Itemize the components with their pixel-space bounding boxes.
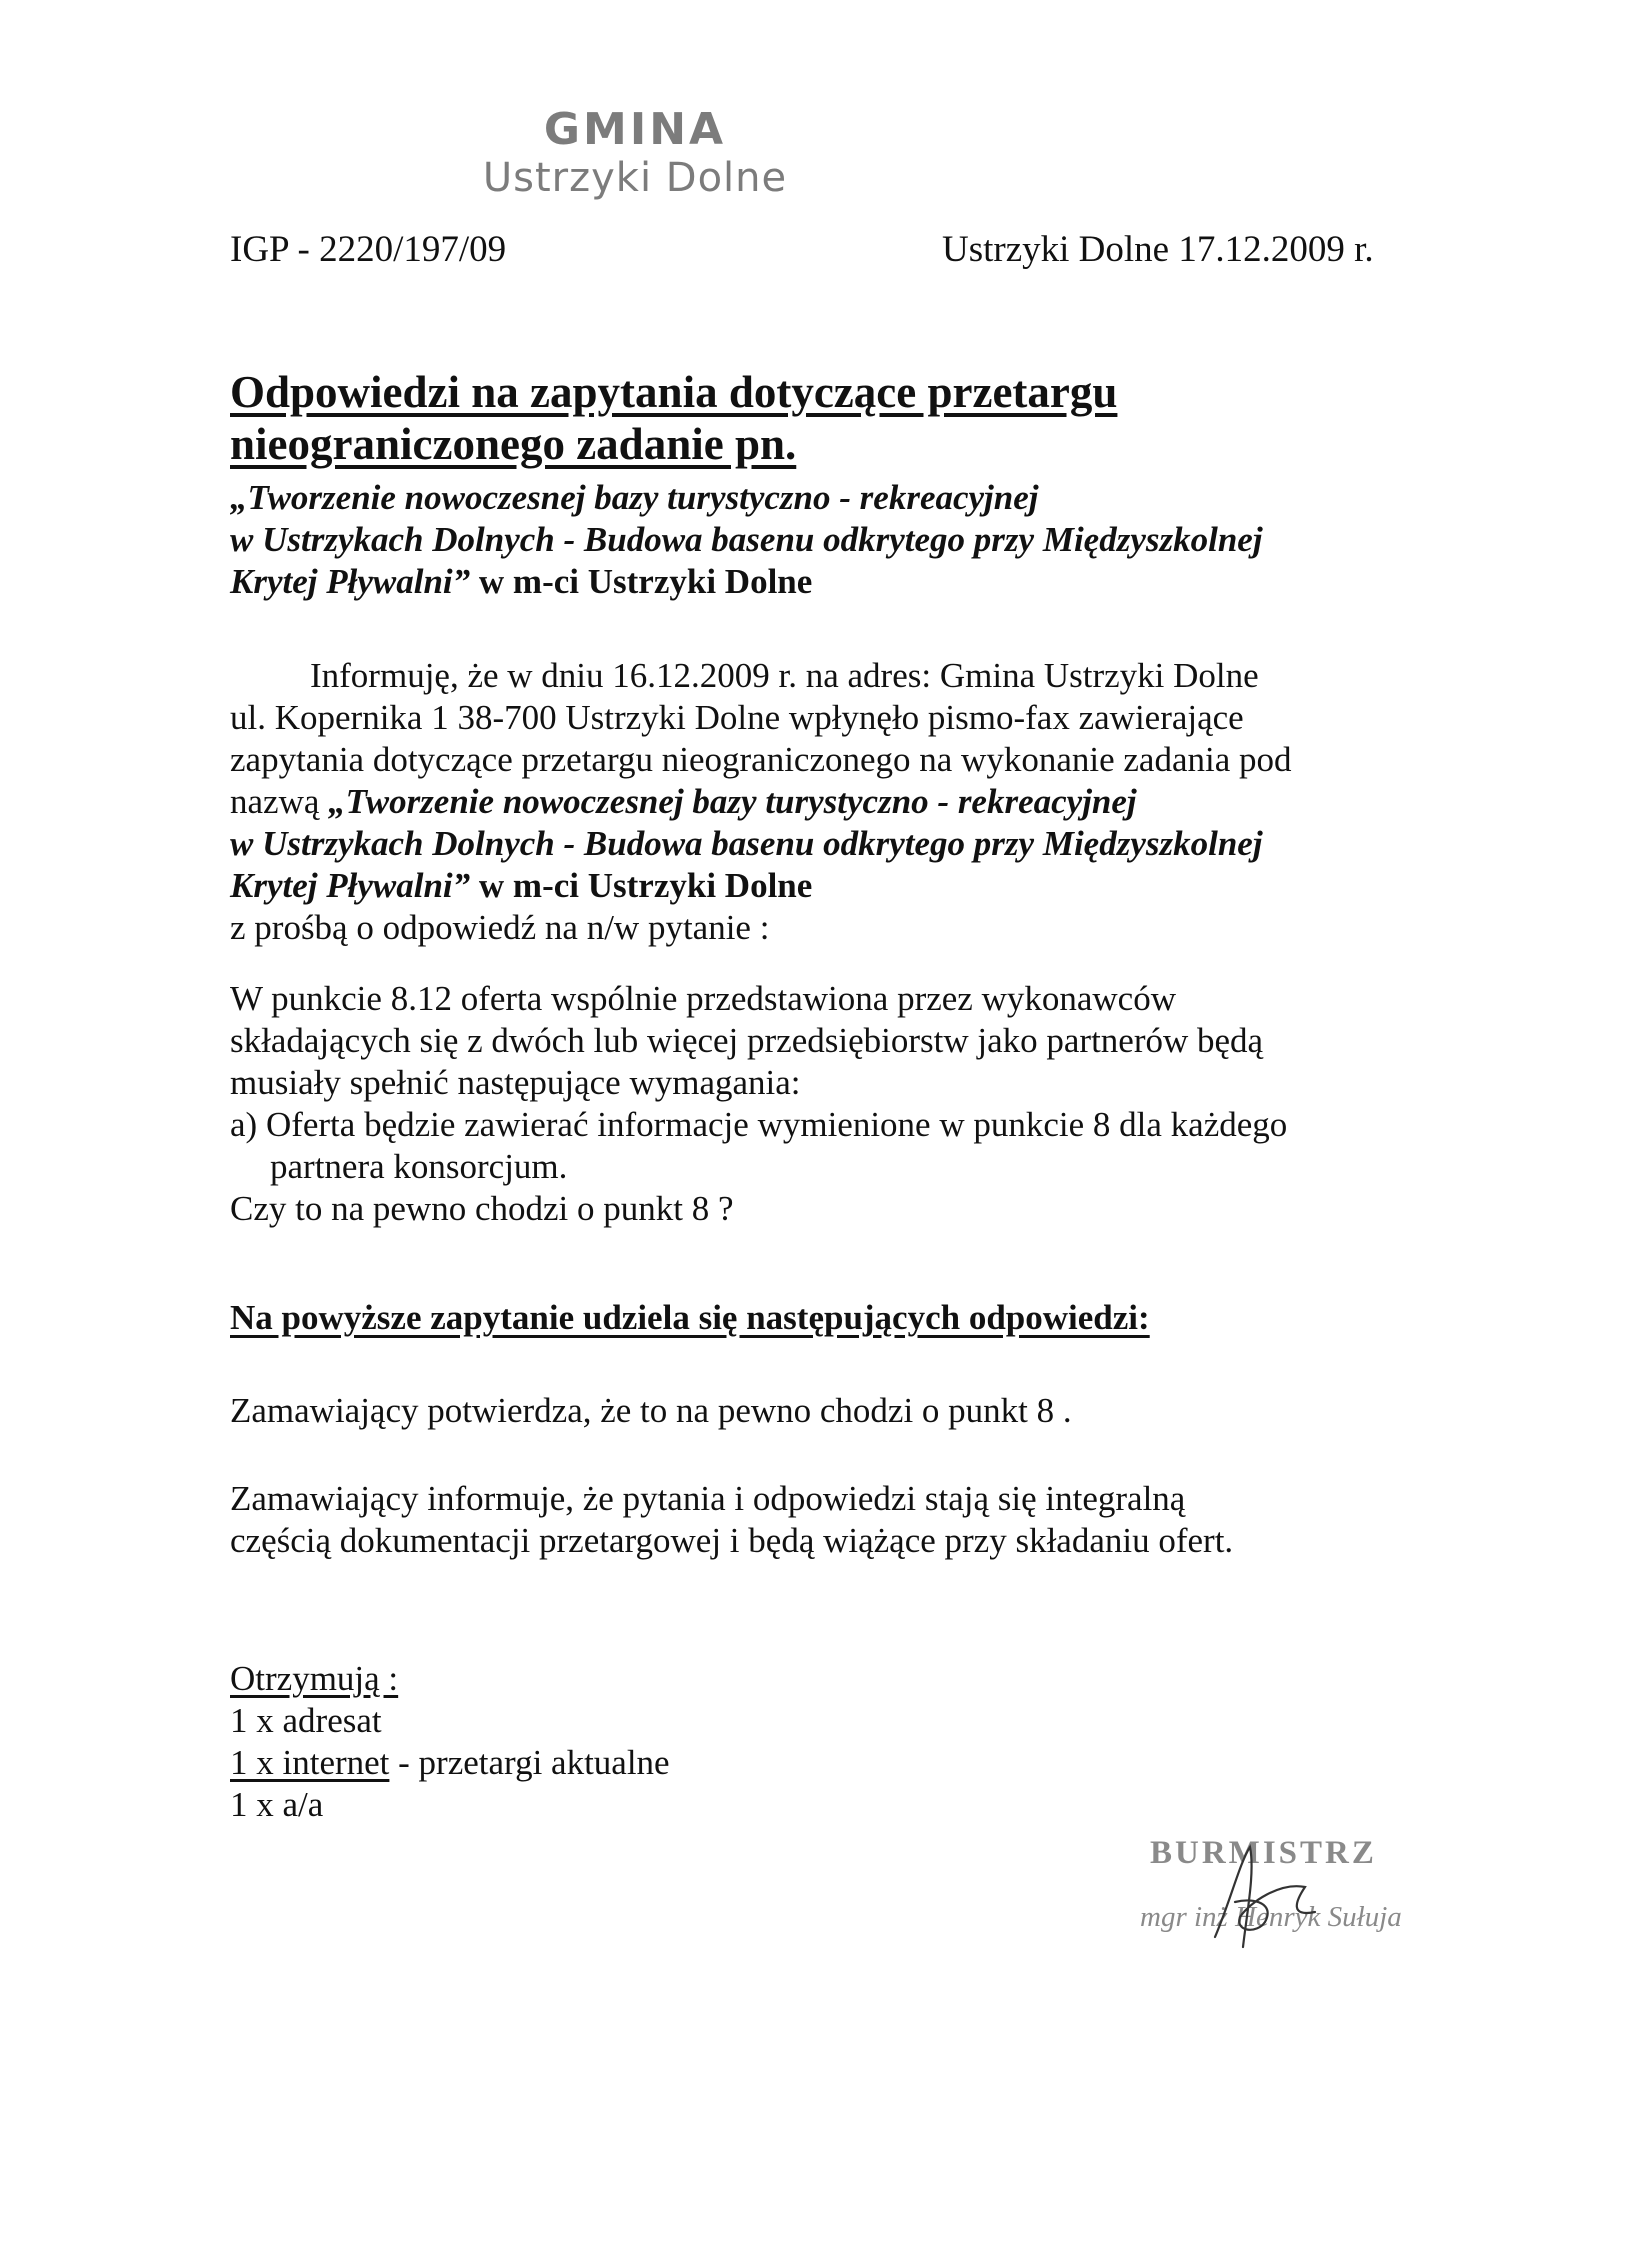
title-line-1: Odpowiedzi na zapytania dotyczące przetargu bbox=[230, 367, 1118, 417]
subject-line-3-rest: w m-ci Ustrzyki Dolne bbox=[470, 562, 813, 601]
info-line-4-plain: nazwą bbox=[230, 782, 329, 821]
answer-heading bbox=[230, 1297, 1500, 1339]
title-line-2: nieograniczonego zadanie pn. bbox=[230, 419, 797, 469]
question-line-5: partnera konsorcjum. bbox=[270, 1147, 568, 1186]
info-line-3: zapytania dotyczące przetargu nieograniczonego na wykonanie zadania pod bbox=[230, 740, 1292, 779]
answer-paragraph-2 bbox=[230, 1478, 1500, 1562]
recipient-item-2-underlined: 1 x internet bbox=[230, 1743, 390, 1782]
recipient-item-3: 1 x a/a bbox=[230, 1785, 324, 1824]
gmina-stamp bbox=[455, 105, 815, 201]
tender-subject bbox=[230, 477, 1480, 603]
answer2-line-2: częścią dokumentacji przetargowej i będą wiążące przy składaniu ofert. bbox=[230, 1521, 1234, 1560]
subject-line-2: w Ustrzykach Dolnych - Budowa basenu odkrytego przy Międzyszkolnej bbox=[230, 520, 1263, 559]
reference-number: IGP - 2220/197/09 bbox=[230, 229, 507, 270]
recipients-list bbox=[230, 1658, 1500, 1826]
mayor-name: mgr inż Henryk Sułuja bbox=[1140, 1901, 1402, 1933]
recipient-item-2 bbox=[230, 1742, 1500, 1784]
question-line-2: składających się z dwóch lub więcej przedsiębiorstw jako partnerów będą bbox=[230, 1021, 1264, 1060]
subject-line-3-italic: Krytej Pływalni” bbox=[230, 562, 471, 601]
question-line-4: a) Oferta będzie zawierać informacje wymienione w punkcie 8 dla każdego bbox=[230, 1105, 1288, 1144]
recipient-item-2-rest: - przetargi aktualne bbox=[389, 1743, 670, 1782]
subject-line-3 bbox=[230, 561, 1480, 603]
mayor-title: BURMISTRZ bbox=[1150, 1835, 1377, 1871]
question-line-6: Czy to na pewno chodzi o punkt 8 ? bbox=[230, 1189, 734, 1228]
info-paragraph bbox=[230, 655, 1500, 949]
info-line-7: z prośbą o odpowiedź na n/w pytanie : bbox=[230, 908, 770, 947]
info-line-6-italic: Krytej Pływalni” bbox=[230, 866, 471, 905]
info-line-6-rest: w m-ci Ustrzyki Dolne bbox=[470, 866, 813, 905]
question-paragraph bbox=[230, 978, 1500, 1230]
recipients-heading: Otrzymują : bbox=[230, 1659, 399, 1698]
info-line-6 bbox=[230, 865, 1500, 907]
question-line-3: musiały spełnić następujące wymagania: bbox=[230, 1063, 801, 1102]
answer1-text: Zamawiający potwierdza, że to na pewno chodzi o punkt 8 . bbox=[230, 1391, 1072, 1430]
info-line-5: w Ustrzykach Dolnych - Budowa basenu odkrytego przy Międzyszkolnej bbox=[230, 824, 1263, 863]
question-line-1: W punkcie 8.12 oferta wspólnie przedstawiona przez wykonawców bbox=[230, 979, 1176, 1018]
answer-heading-text: Na powyższe zapytanie udziela się następujących odpowiedzi: bbox=[230, 1298, 1150, 1337]
stamp-gmina-text: GMINA bbox=[543, 104, 727, 155]
answer2-line-1: Zamawiający informuje, że pytania i odpowiedzi stają się integralną bbox=[230, 1479, 1186, 1518]
answer-paragraph-1 bbox=[230, 1390, 1500, 1432]
stamp-town-text: Ustrzyki Dolne bbox=[482, 155, 788, 201]
info-line-4-italic: „Tworzenie nowoczesnej bazy turystyczno - rekreacyjnej bbox=[328, 782, 1137, 821]
info-line-1: Informuję, że w dniu 16.12.2009 r. na adres: Gmina Ustrzyki Dolne bbox=[310, 656, 1259, 695]
info-line-4 bbox=[230, 781, 1500, 823]
info-line-2: ul. Kopernika 1 38-700 Ustrzyki Dolne wpłynęło pismo-fax zawierające bbox=[230, 698, 1244, 737]
subject-line-1: „Tworzenie nowoczesnej bazy turystyczno - rekreacyjnej bbox=[230, 478, 1039, 517]
document-title bbox=[230, 366, 1450, 470]
place-and-date: Ustrzyki Dolne 17.12.2009 r. bbox=[942, 229, 1374, 270]
handwritten-signature bbox=[1195, 1842, 1345, 1962]
recipient-item-1: 1 x adresat bbox=[230, 1701, 382, 1740]
